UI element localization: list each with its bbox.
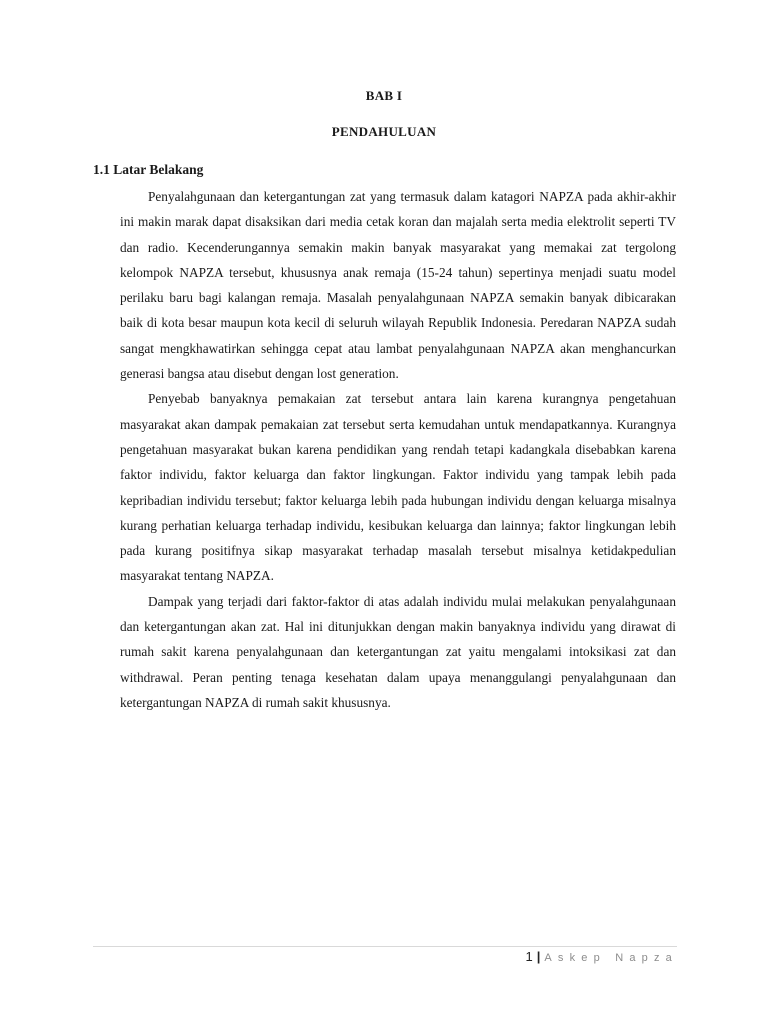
paragraph: Penyebab banyaknya pemakaian zat tersebut antara lain karena kurangnya pengetahuan masyarakat akan dampak pemakaian zat tersebut serta kemudahan untuk mendapatkannya. Kurangnya pengetahuan masyarakat bukan karena pendidikan yang rendah tetapi kadangkala disebabkan karena faktor individu, faktor keluarga dan faktor lingkungan. Faktor individu yang tampak lebih pada kepribadian individu tersebut; faktor keluarga lebih pada hubungan individu dengan keluarga misalnya kurang perhatian keluarga terhadap individu, kesibukan keluarga dan lainnya; faktor lingkungan lebih pada kurang positifnya sikap masyarakat terhadap masalah tersebut misalnya ketidakpedulian masyarakat tentang NAPZA. [120, 391, 676, 584]
chapter-number: BAB I [365, 88, 403, 103]
footer-divider [93, 946, 677, 947]
page-footer [525, 949, 678, 964]
body-text [120, 184, 676, 715]
chapter-title: PENDAHULUAN [331, 124, 437, 139]
footer-separator: | [536, 949, 541, 964]
paragraph: Dampak yang terjadi dari faktor-faktor di atas adalah individu mulai melakukan penyalahgunaan dan ketergantungan akan zat. Hal ini ditunjukkan dengan makin banyaknya individu yang dirawat di rumah sakit karena penyalahgunaan dan ketergantungan zat yaitu mengalami intoksikasi zat dan withdrawal. Peran penting tenaga kesehatan dalam upaya menanggulangi penyalahgunaan dan ketergantungan NAPZA di rumah sakit khususnya. [120, 593, 676, 710]
paragraph: Penyalahgunaan dan ketergantungan zat yang termasuk dalam katagori NAPZA pada akhir-akhir ini makin marak dapat disaksikan dari media cetak koran dan majalah serta media elektrolit seperti TV dan radio. Kecenderungannya semakin makin banyak masyarakat yang memakai zat tergolong kelompok NAPZA tersebut, khususnya anak remaja (15-24 tahun) sepertinya menjadi suatu model perilaku baru bagi kalangan remaja. Masalah penyalahgunaan NAPZA semakin banyak dibicarakan baik di kota besar maupun kota kecil di seluruh wilayah Republik Indonesia. Peredaran NAPZA sudah sangat mengkhawatirkan sehingga cepat atau lambat penyalahgunaan NAPZA akan menghancurkan generasi bangsa atau disebut dengan lost generation. [120, 189, 676, 382]
running-title: Askep Napza [544, 952, 678, 964]
page-number: 1 [525, 949, 533, 964]
section-heading: 1.1 Latar Belakang [93, 162, 204, 177]
